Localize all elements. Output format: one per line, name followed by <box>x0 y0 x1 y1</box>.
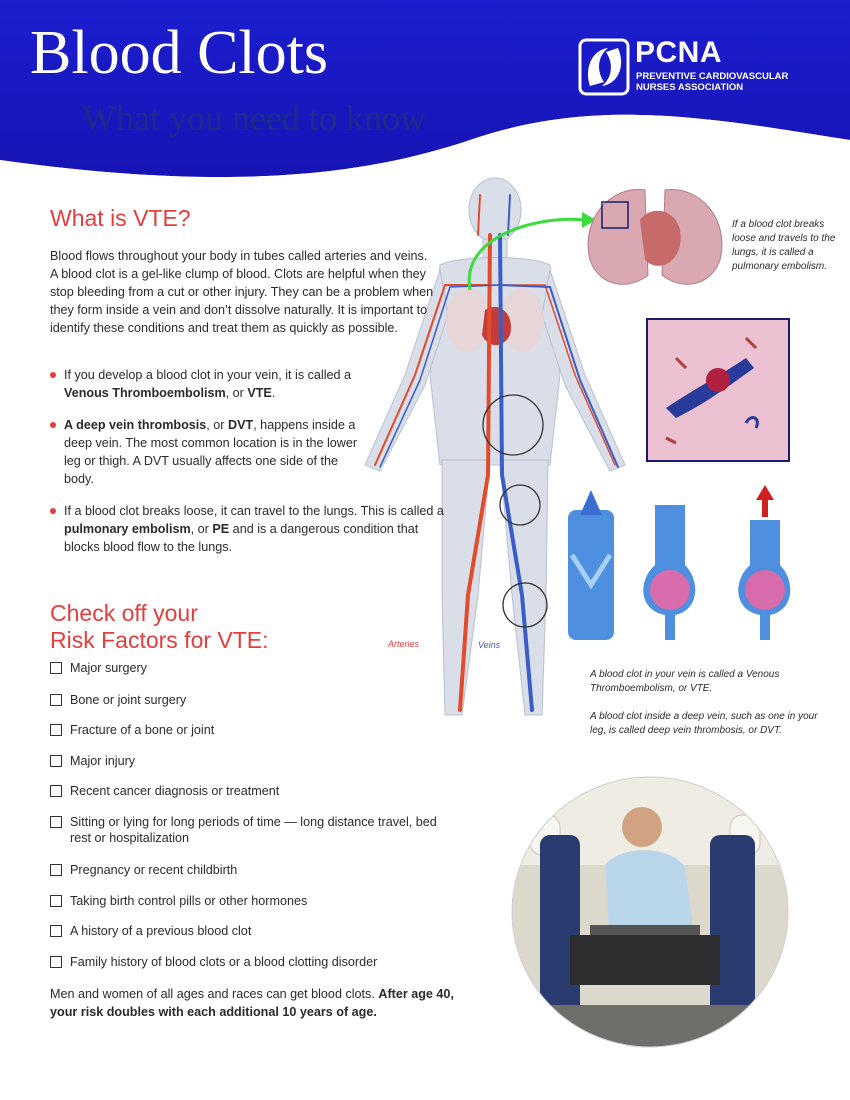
bullet-pe-term2: PE <box>212 522 230 536</box>
bullet-pe <box>50 502 449 556</box>
pcna-logo-mark-icon <box>578 38 630 96</box>
veins-label: Veins <box>478 640 501 650</box>
bullet-pe-pre: If a blood clot breaks loose, it can travel to the lungs. This is called a <box>64 504 444 518</box>
risk-footer-bold: After age 40, your risk doubles with each additional 10 years of age. <box>50 987 454 1019</box>
bullet-vte-term1: Venous Thromboembolism <box>64 386 226 400</box>
risk-heading-line1: Check off your <box>50 600 198 626</box>
checkbox[interactable] <box>50 662 62 674</box>
dvt-caption: A blood clot inside a deep vein, such as one in your leg, is called deep vein thrombosis, or DVT. <box>590 711 818 736</box>
red-up-arrow-icon <box>756 485 774 500</box>
bullet-dvt <box>50 416 364 488</box>
arteries-label: Arteries <box>388 639 420 649</box>
risk-item-family-history[interactable] <box>50 954 450 970</box>
checkbox[interactable] <box>50 724 62 736</box>
risk-footer-plain: Men and women of all ages and races can get blood clots. <box>50 987 379 1001</box>
valve-breaking-clot <box>738 485 790 640</box>
bullet-dvt-term2: DVT <box>228 418 254 432</box>
risk-item-label: Bone or joint surgery <box>70 693 187 707</box>
bullet-dot-icon <box>50 422 56 428</box>
risk-item-label: Taking birth control pills or other hormones <box>70 894 308 908</box>
risk-item-major-injury[interactable] <box>50 753 450 769</box>
bullet-pe-rest: and is a dangerous condition that blocks blood flow to the lungs. <box>64 522 419 554</box>
valve-clot <box>643 505 695 640</box>
bullet-dvt-mid: , or <box>206 418 228 432</box>
risk-item-sitting-lying[interactable] <box>50 814 450 846</box>
bullet-dvt-term1: A deep vein thrombosis <box>64 418 207 432</box>
risk-item-bone-joint-surgery[interactable] <box>50 692 450 708</box>
checkbox[interactable] <box>50 694 62 706</box>
risk-item-fracture[interactable] <box>50 722 450 738</box>
risk-item-label: A history of a previous blood clot <box>70 924 252 938</box>
bullet-dot-icon <box>50 508 56 514</box>
risk-item-label: Recent cancer diagnosis or treatment <box>70 784 280 798</box>
bullet-vte-term2: VTE <box>247 386 272 400</box>
bullet-vte <box>50 366 394 402</box>
risk-item-label: Family history of blood clots or a blood clotting disorder <box>70 955 378 969</box>
checkbox[interactable] <box>50 895 62 907</box>
risk-footer <box>50 985 475 1021</box>
risk-item-major-surgery[interactable] <box>50 660 450 676</box>
risk-heading-line2: Risk Factors for VTE: <box>50 627 269 653</box>
checkbox[interactable] <box>50 864 62 876</box>
vein-valves-illustration <box>560 485 800 650</box>
bullet-vte-pre: If you develop a blood clot in your vein, it is called a <box>64 368 352 382</box>
zoomed-clot-illustration <box>646 318 790 462</box>
valve-normal <box>568 490 614 640</box>
vte-caption: A blood clot in your vein is called a Venous Thromboembolism, or VTE. <box>590 669 780 694</box>
bullet-dvt-rest: , happens inside a deep vein. The most common location is in the lower leg or thigh. A DVT usually affects one side of the body. <box>64 418 358 486</box>
bullet-pe-mid: , or <box>190 522 213 536</box>
risk-item-label: Fracture of a bone or joint <box>70 723 215 737</box>
logo-acronym: PCNA <box>635 36 723 69</box>
risk-item-hormones[interactable] <box>50 893 450 909</box>
checkbox[interactable] <box>50 816 62 828</box>
checkbox[interactable] <box>50 785 62 797</box>
left-lung-shape <box>446 288 490 352</box>
risk-item-pregnancy[interactable] <box>50 862 450 878</box>
pcna-logo <box>578 38 798 98</box>
bullet-vte-end: . <box>271 386 276 400</box>
checkbox[interactable] <box>50 956 62 968</box>
checkbox[interactable] <box>50 925 62 937</box>
risk-item-label: Major surgery <box>70 661 147 675</box>
vte-heading: What is VTE? <box>50 205 191 231</box>
bullet-dot-icon <box>50 372 56 378</box>
logo-org-name: PREVENTIVE CARDIOVASCULAR NURSES ASSOCIATION <box>636 71 789 93</box>
bullet-pe-term1: pulmonary embolism <box>64 522 191 536</box>
risk-item-label: Pregnancy or recent childbirth <box>70 863 238 877</box>
risk-item-previous-clot[interactable] <box>50 923 450 939</box>
risk-item-label: Sitting or lying for long periods of time — long distance travel, bed rest or hospitalization <box>70 815 437 845</box>
vte-intro: Blood flows throughout your body in tubes called arteries and veins. A blood clot is a gel-like clump of blood. Clots are helpful when they stop bleeding from a cut or other injury. They can be a problem when they form inside a vein and don’t dissolve naturally. It is important to identify these conditions and treat them as quickly as possible. <box>50 249 434 335</box>
page-title: Blood Clots <box>30 19 329 87</box>
risk-item-label: Major injury <box>70 754 136 768</box>
lung-caption: If a blood clot breaks loose and travels to the lungs, it is called a pulmonary embolism. <box>732 219 836 272</box>
risk-item-cancer[interactable] <box>50 783 450 799</box>
lungs-illustration <box>580 180 730 300</box>
bullet-vte-mid: , or <box>225 386 248 400</box>
airplane-passenger-photo <box>510 775 790 1050</box>
checkbox[interactable] <box>50 755 62 767</box>
page-subtitle: What you need to know <box>82 98 426 138</box>
